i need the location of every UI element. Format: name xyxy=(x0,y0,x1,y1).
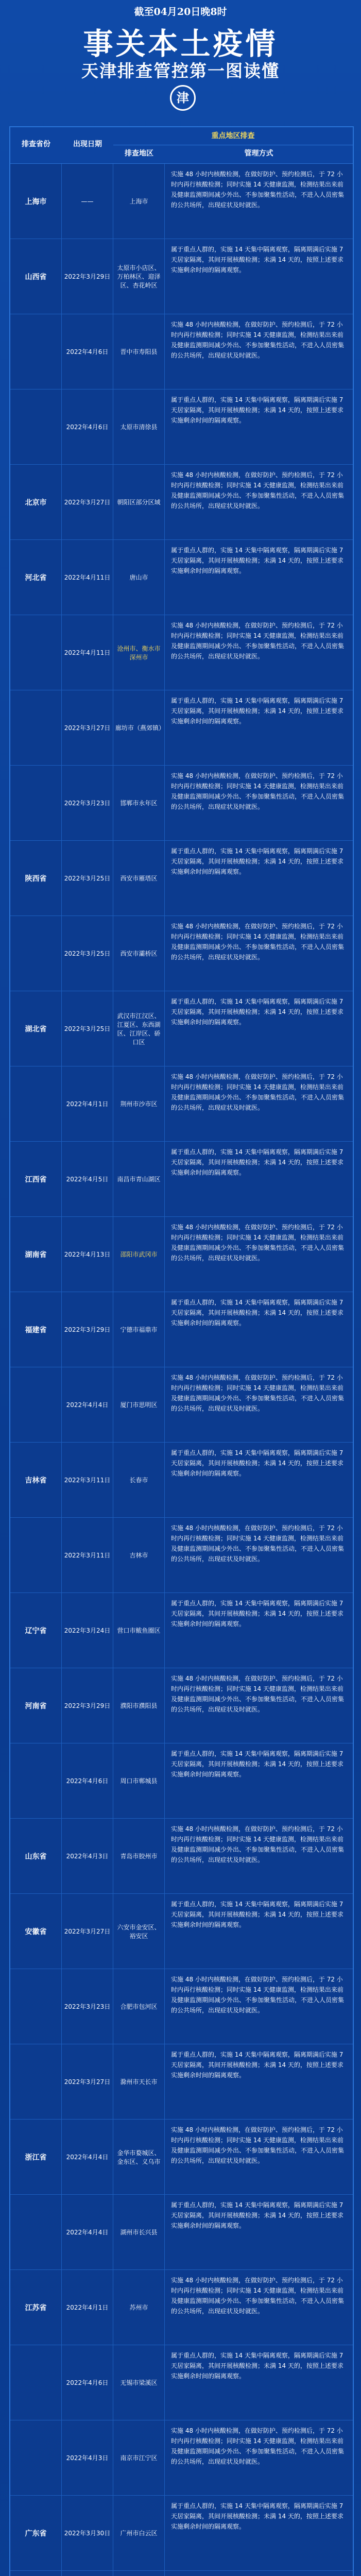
province-cell: 浙江省 xyxy=(10,2120,62,2194)
management-cell: 属于重点人群的，实施 14 天集中隔离观察，隔离期满后实施 7 天居家隔离，其间开展核酸检测；未满 14 天的，按照上述要求实施剩余时间的隔离观察。 xyxy=(171,2051,343,2079)
date-cell: 2022年4月3日 xyxy=(62,2420,113,2495)
management-cell: 实施 48 小时内核酸检测，在做好防护、预约检测后，于 72 小时内再行核酸检测；同时实施 14 天健康监测，检测结果出来前及健康监测期间减少外出、不参加聚集性活动，不进入人员密集的公共场所，出现症状及时就医。 xyxy=(171,1073,345,1111)
area-cell: 南昌市青山湖区 xyxy=(113,1142,165,1216)
management-cell: 属于重点人群的，实施 14 天集中隔离观察，隔离期满后实施 7 天居家隔离，其间开展核酸检测；未满 14 天的，按照上述要求实施剩余时间的隔离观察。 xyxy=(171,1449,343,1477)
province-cell xyxy=(10,1743,62,1818)
table-row xyxy=(10,1217,353,1292)
table-row xyxy=(10,1969,353,2044)
table-row xyxy=(10,1668,353,1743)
date-cell: 2022年4月6日 xyxy=(62,389,113,464)
province-cell xyxy=(10,2420,62,2495)
area-cell: 上海市 xyxy=(113,164,165,239)
date-cell: 2022年3月27日 xyxy=(62,690,113,765)
area-cell: 太原市小店区、万柏林区、迎泽区、杏花岭区 xyxy=(113,239,165,314)
table-row xyxy=(10,1443,353,1518)
area-cell: 南京市江宁区 xyxy=(113,2420,165,2495)
province-cell: 河南省 xyxy=(10,1668,62,1743)
province-cell xyxy=(10,2345,62,2420)
area-cell: 营口市鲅鱼圈区 xyxy=(113,1593,165,1668)
table-row xyxy=(10,690,353,766)
province-cell: 北京市 xyxy=(10,465,62,539)
province-cell xyxy=(10,766,62,840)
area-cell: 晋中市寿阳县 xyxy=(113,314,165,389)
date-cell: 2022年4月11日 xyxy=(62,540,113,615)
table-row xyxy=(10,1066,353,1142)
management-cell xyxy=(165,2571,353,2576)
page-subtitle: 天津排查管控第一图读懂 xyxy=(81,61,280,81)
date-cell: 2022年3月25日 xyxy=(62,991,113,1066)
management-cell: 实施 48 小时内核酸检测，在做好防护、预约检测后，于 72 小时内再行核酸检测；同时实施 14 天健康监测，检测结果出来前及健康监测期间减少外出、不参加聚集性活动，不进入人员密集的公共场所，出现症状及时就医。 xyxy=(171,2126,345,2164)
management-cell: 属于重点人群的，实施 14 天集中隔离观察，隔离期满后实施 7 天居家隔离，其间开展核酸检测；未满 14 天的，按照上述要求实施剩余时间的隔离观察。 xyxy=(171,547,343,574)
management-cell: 属于重点人群的，实施 14 天集中隔离观察，隔离期满后实施 7 天居家隔离，其间开展核酸检测；未满 14 天的，按照上述要求实施剩余时间的隔离观察。 xyxy=(171,1299,343,1327)
area-cell: 广州市白云区 xyxy=(113,2496,165,2570)
area-cell: 滁州市天长市 xyxy=(113,2044,165,2119)
management-cell: 属于重点人群的，实施 14 天集中隔离观察，隔离期满后实施 7 天居家隔离，其间开展核酸检测；未满 14 天的，按照上述要求实施剩余时间的隔离观察。 xyxy=(171,1148,343,1176)
table-row xyxy=(10,239,353,314)
date-cell: 2022年3月11日 xyxy=(62,1443,113,1517)
management-cell: 实施 48 小时内核酸检测，在做好防护、预约检测后，于 72 小时内再行核酸检测；同时实施 14 天健康监测，检测结果出来前及健康监测期间减少外出、不参加聚集性活动，不进入人员密集的公共场所，出现症状及时就医。 xyxy=(171,2277,345,2315)
table-row xyxy=(10,1593,353,1668)
date-cell: 2022年3月27日 xyxy=(62,2044,113,2119)
province-cell: 江苏省 xyxy=(10,2270,62,2345)
date-cell: 2022年3月29日 xyxy=(62,1292,113,1367)
date-cell: 2022年3月23日 xyxy=(62,766,113,840)
table-row xyxy=(10,1819,353,1894)
area-cell: 西安市雁塔区 xyxy=(113,841,165,916)
province-cell xyxy=(10,2571,62,2576)
area-cell: 沧州市、衡水市深州市 xyxy=(113,615,165,690)
province-cell: 吉林省 xyxy=(10,1443,62,1517)
province-cell: 江西省 xyxy=(10,1142,62,1216)
date-cell: 2022年4月1日 xyxy=(62,1066,113,1141)
table-row xyxy=(10,164,353,239)
date-cell: 2022年3月30日 xyxy=(62,2496,113,2570)
col-management: 管理方式 xyxy=(244,149,273,158)
table-header xyxy=(10,127,353,164)
province-cell: 湖北省 xyxy=(10,991,62,1066)
table-row xyxy=(10,2044,353,2120)
management-cell: 实施 48 小时内核酸检测，在做好防护、预约检测后，于 72 小时内再行核酸检测；同时实施 14 天健康监测，检测结果出来前及健康监测期间减少外出、不参加聚集性活动，不进入人员密集的公共场所，出现症状及时就医。 xyxy=(171,1976,345,2014)
area-cell: 荆州市沙市区 xyxy=(113,1066,165,1141)
tianjin-badge: 津 xyxy=(170,85,196,111)
area-cell: 廊坊市（燕郊镇） xyxy=(113,690,165,765)
area-cell: 唐山市 xyxy=(113,540,165,615)
table-row xyxy=(10,1367,353,1443)
area-cell: 西安市灞桥区 xyxy=(113,916,165,991)
province-cell xyxy=(10,1367,62,1442)
date-cell: 2022年4月4日 xyxy=(62,2195,113,2269)
province-cell: 上海市 xyxy=(10,164,62,239)
management-cell: 实施 48 小时内核酸检测，在做好防护、预约检测后，于 72 小时内再行核酸检测；同时实施 14 天健康监测，检测结果出来前及健康监测期间减少外出、不参加聚集性活动，不进入人员密集的公共场所，出现症状及时就医。 xyxy=(171,923,345,961)
management-cell: 属于重点人群的，实施 14 天集中隔离观察，隔离期满后实施 7 天居家隔离，其间开展核酸检测；未满 14 天的，按照上述要求实施剩余时间的隔离观察。 xyxy=(171,246,343,274)
province-cell xyxy=(10,615,62,690)
management-cell: 实施 48 小时内核酸检测，在做好防护、预约检测后，于 72 小时内再行核酸检测；同时实施 14 天健康监测，检测结果出来前及健康监测期间减少外出、不参加聚集性活动，不进入人员密集的公共场所，出现症状及时就医。 xyxy=(171,2427,345,2465)
date-cell: 2022年3月24日 xyxy=(62,1593,113,1668)
date-cell: 2022年3月11日 xyxy=(62,1518,113,1592)
management-cell: 属于重点人群的，实施 14 天集中隔离观察，隔离期满后实施 7 天居家隔离，其间开展核酸检测；未满 14 天的，按照上述要求实施剩余时间的隔离观察。 xyxy=(171,2201,343,2229)
col-areas-title: 重点地区排查 xyxy=(113,127,353,145)
province-cell xyxy=(10,1969,62,2044)
table-row xyxy=(10,314,353,389)
management-cell: 实施 48 小时内核酸检测，在做好防护、预约检测后，于 72 小时内再行核酸检测；同时实施 14 天健康监测，检测结果出来前及健康监测期间减少外出、不参加聚集性活动，不进入人员密集的公共场所，出现症状及时就医。 xyxy=(171,772,345,810)
area-cell: 太原市清徐县 xyxy=(113,389,165,464)
area-cell: 邯郸市永年区 xyxy=(113,766,165,840)
date-cell: 2022年3月27日 xyxy=(62,465,113,539)
province-cell xyxy=(10,2195,62,2269)
date-cell: 2022年4月6日 xyxy=(62,314,113,389)
date-cell: 2022年4月1日 xyxy=(62,2270,113,2345)
table-body xyxy=(10,164,353,2576)
province-cell xyxy=(10,1066,62,1141)
management-cell: 属于重点人群的，实施 14 天集中隔离观察，隔离期满后实施 7 天居家隔离，其间开展核酸检测；未满 14 天的，按照上述要求实施剩余时间的隔离观察。 xyxy=(171,2502,343,2530)
province-cell: 湖南省 xyxy=(10,1217,62,1292)
date-cell: —— xyxy=(62,164,113,239)
management-cell: 实施 48 小时内核酸检测，在做好防护、预约检测后，于 72 小时内再行核酸检测；同时实施 14 天健康监测，检测结果出来前及健康监测期间减少外出、不参加聚集性活动，不进入人员密集的公共场所，出现症状及时就医。 xyxy=(171,1825,345,1863)
date-line: 截至04月20日晚8时 xyxy=(134,6,227,18)
area-cell: 长春市 xyxy=(113,1443,165,1517)
area-cell: 无锡市梁溪区 xyxy=(113,2345,165,2420)
date-cell: 2022年4月4日 xyxy=(62,1367,113,1442)
date-cell: 2022年3月27日 xyxy=(62,1894,113,1969)
management-cell: 属于重点人群的，实施 14 天集中隔离观察，隔离期满后实施 7 天居家隔离，其间开展核酸检测；未满 14 天的，按照上述要求实施剩余时间的隔离观察。 xyxy=(171,2352,343,2380)
table-row xyxy=(10,1743,353,1819)
table-row xyxy=(10,2571,353,2576)
area-cell: 邵阳市武冈市 xyxy=(113,1217,165,1292)
table-row xyxy=(10,1518,353,1593)
date-cell: 2022年4月6日 xyxy=(62,1743,113,1818)
province-cell: 辽宁省 xyxy=(10,1593,62,1668)
header xyxy=(0,0,361,126)
date-cell: 2022年4月13日 xyxy=(62,1217,113,1292)
province-cell: 广东省 xyxy=(10,2496,62,2570)
management-cell: 实施 48 小时内核酸检测，在做好防护、预约检测后，于 72 小时内再行核酸检测；同时实施 14 天健康监测，检测结果出来前及健康监测期间减少外出、不参加聚集性活动，不进入人员密集的公共场所，出现症状及时就医。 xyxy=(171,1224,345,1262)
province-cell xyxy=(10,389,62,464)
province-cell xyxy=(10,1518,62,1592)
province-cell: 安徽省 xyxy=(10,1894,62,1969)
area-cell: 濮阳市濮阳县 xyxy=(113,1668,165,1743)
table-row xyxy=(10,2195,353,2270)
management-cell: 属于重点人群的，实施 14 天集中隔离观察，隔离期满后实施 7 天居家隔离，其间开展核酸检测；未满 14 天的，按照上述要求实施剩余时间的隔离观察。 xyxy=(171,1750,343,1778)
area-cell: 青岛市胶州市 xyxy=(113,1819,165,1893)
col-province: 排查省份 xyxy=(22,140,50,148)
province-cell xyxy=(10,690,62,765)
date-cell: 2022年3月23日 xyxy=(62,1969,113,2044)
date-cell: 2022年3月25日 xyxy=(62,916,113,991)
management-cell: 属于重点人群的，实施 14 天集中隔离观察，隔离期满后实施 7 天居家隔离，其间开展核酸检测；未满 14 天的，按照上述要求实施剩余时间的隔离观察。 xyxy=(171,1901,343,1928)
table-row xyxy=(10,766,353,841)
management-cell: 实施 48 小时内核酸检测，在做好防护、预约检测后，于 72 小时内再行核酸检测；同时实施 14 天健康监测，检测结果出来前及健康监测期间减少外出、不参加聚集性活动，不进入人员密集的公共场所，出现症状及时就医。 xyxy=(171,471,345,510)
table-row xyxy=(10,1142,353,1217)
management-cell: 实施 48 小时内核酸检测，在做好防护、预约检测后，于 72 小时内再行核酸检测；同时实施 14 天健康监测，检测结果出来前及健康监测期间减少外出、不参加聚集性活动，不进入人员密集的公共场所，出现症状及时就医。 xyxy=(171,1374,345,1412)
province-cell: 河北省 xyxy=(10,540,62,615)
management-cell: 属于重点人群的，实施 14 天集中隔离观察，隔离期满后实施 7 天居家隔离，其间开展核酸检测；未满 14 天的，按照上述要求实施剩余时间的隔离观察。 xyxy=(171,998,343,1026)
province-cell: 福建省 xyxy=(10,1292,62,1367)
col-date: 出现日期 xyxy=(73,140,102,148)
province-cell xyxy=(10,2044,62,2119)
area-cell: 朝阳区部分区域 xyxy=(113,465,165,539)
table-row xyxy=(10,2496,353,2571)
province-cell: 山东省 xyxy=(10,1819,62,1893)
management-cell: 实施 48 小时内核酸检测，在做好防护、预约检测后，于 72 小时内再行核酸检测；同时实施 14 天健康监测，检测结果出来前及健康监测期间减少外出、不参加聚集性活动，不进入人员密集的公共场所，出现症状及时就医。 xyxy=(171,321,345,359)
area-cell: 武汉市江汉区、江夏区、东西湖区、江岸区、硚口区 xyxy=(113,991,165,1066)
date-cell: 2022年3月29日 xyxy=(62,1668,113,1743)
risk-table xyxy=(9,126,354,2576)
management-cell: 实施 48 小时内核酸检测，在做好防护、预约检测后，于 72 小时内再行核酸检测；同时实施 14 天健康监测，检测结果出来前及健康监测期间减少外出、不参加聚集性活动，不进入人员密集的公共场所，出现症状及时就医。 xyxy=(171,1675,345,1713)
management-cell: 属于重点人群的，实施 14 天集中隔离观察，隔离期满后实施 7 天居家隔离，其间开展核酸检测；未满 14 天的，按照上述要求实施剩余时间的隔离观察。 xyxy=(171,396,343,424)
table-row xyxy=(10,615,353,690)
area-cell: 厦门市思明区 xyxy=(113,1367,165,1442)
date-cell: 2022年4月11日 xyxy=(62,615,113,690)
province-cell: 陕西省 xyxy=(10,841,62,916)
table-row xyxy=(10,2270,353,2345)
management-cell: 属于重点人群的，实施 14 天集中隔离观察，隔离期满后实施 7 天居家隔离，其间开展核酸检测；未满 14 天的，按照上述要求实施剩余时间的隔离观察。 xyxy=(171,848,343,875)
management-cell: 实施 48 小时内核酸检测，在做好防护、预约检测后，于 72 小时内再行核酸检测；同时实施 14 天健康监测，检测结果出来前及健康监测期间减少外出、不参加聚集性活动，不进入人员密集的公共场所，出现症状及时就医。 xyxy=(171,1524,345,1563)
date-cell: 2022年4月6日 xyxy=(62,2345,113,2420)
table-row xyxy=(10,1292,353,1367)
date-cell xyxy=(62,2571,113,2576)
table-row xyxy=(10,465,353,540)
table-row xyxy=(10,389,353,465)
table-row xyxy=(10,1894,353,1969)
area-cell: 合肥市包河区 xyxy=(113,1969,165,2044)
area-cell: 苏州市 xyxy=(113,2270,165,2345)
date-cell: 2022年3月25日 xyxy=(62,841,113,916)
area-cell: 周口市郸城县 xyxy=(113,1743,165,1818)
date-cell: 2022年4月5日 xyxy=(62,1142,113,1216)
management-cell: 实施 48 小时内核酸检测，在做好防护、预约检测后，于 72 小时内再行核酸检测；同时实施 14 天健康监测，检测结果出来前及健康监测期间减少外出、不参加聚集性活动，不进入人员密集的公共场所，出现症状及时就医。 xyxy=(171,622,345,660)
date-cell: 2022年4月3日 xyxy=(62,1819,113,1893)
table-row xyxy=(10,540,353,615)
area-cell: 湖州市长兴县 xyxy=(113,2195,165,2269)
area-cell: 六安市金安区、裕安区 xyxy=(113,1894,165,1969)
province-cell xyxy=(10,916,62,991)
area-cell: 宁德市福鼎市 xyxy=(113,1292,165,1367)
management-cell: 属于重点人群的，实施 14 天集中隔离观察，隔离期满后实施 7 天居家隔离，其间开展核酸检测；未满 14 天的，按照上述要求实施剩余时间的隔离观察。 xyxy=(171,697,343,725)
table-row xyxy=(10,916,353,991)
table-row xyxy=(10,991,353,1066)
table-row xyxy=(10,2345,353,2420)
province-cell: 山西省 xyxy=(10,239,62,314)
management-cell: 实施 48 小时内核酸检测，在做好防护、预约检测后，于 72 小时内再行核酸检测；同时实施 14 天健康监测，检测结果出来前及健康监测期间减少外出、不参加聚集性活动，不进入人员密集的公共场所，出现症状及时就医。 xyxy=(171,171,345,209)
date-cell: 2022年3月29日 xyxy=(62,239,113,314)
page-title: 事关本土疫情 xyxy=(83,26,278,61)
date-cell: 2022年4月4日 xyxy=(62,2120,113,2194)
col-area-names: 排查地区 xyxy=(125,149,153,158)
table-row xyxy=(10,2420,353,2496)
area-cell: 吉林市 xyxy=(113,1518,165,1592)
management-cell: 属于重点人群的，实施 14 天集中隔离观察，隔离期满后实施 7 天居家隔离，其间开展核酸检测；未满 14 天的，按照上述要求实施剩余时间的隔离观察。 xyxy=(171,1600,343,1628)
area-cell xyxy=(113,2571,165,2576)
table-row xyxy=(10,841,353,916)
province-cell xyxy=(10,314,62,389)
table-row xyxy=(10,2120,353,2195)
area-cell: 金华市婺城区、金东区、义乌市 xyxy=(113,2120,165,2194)
